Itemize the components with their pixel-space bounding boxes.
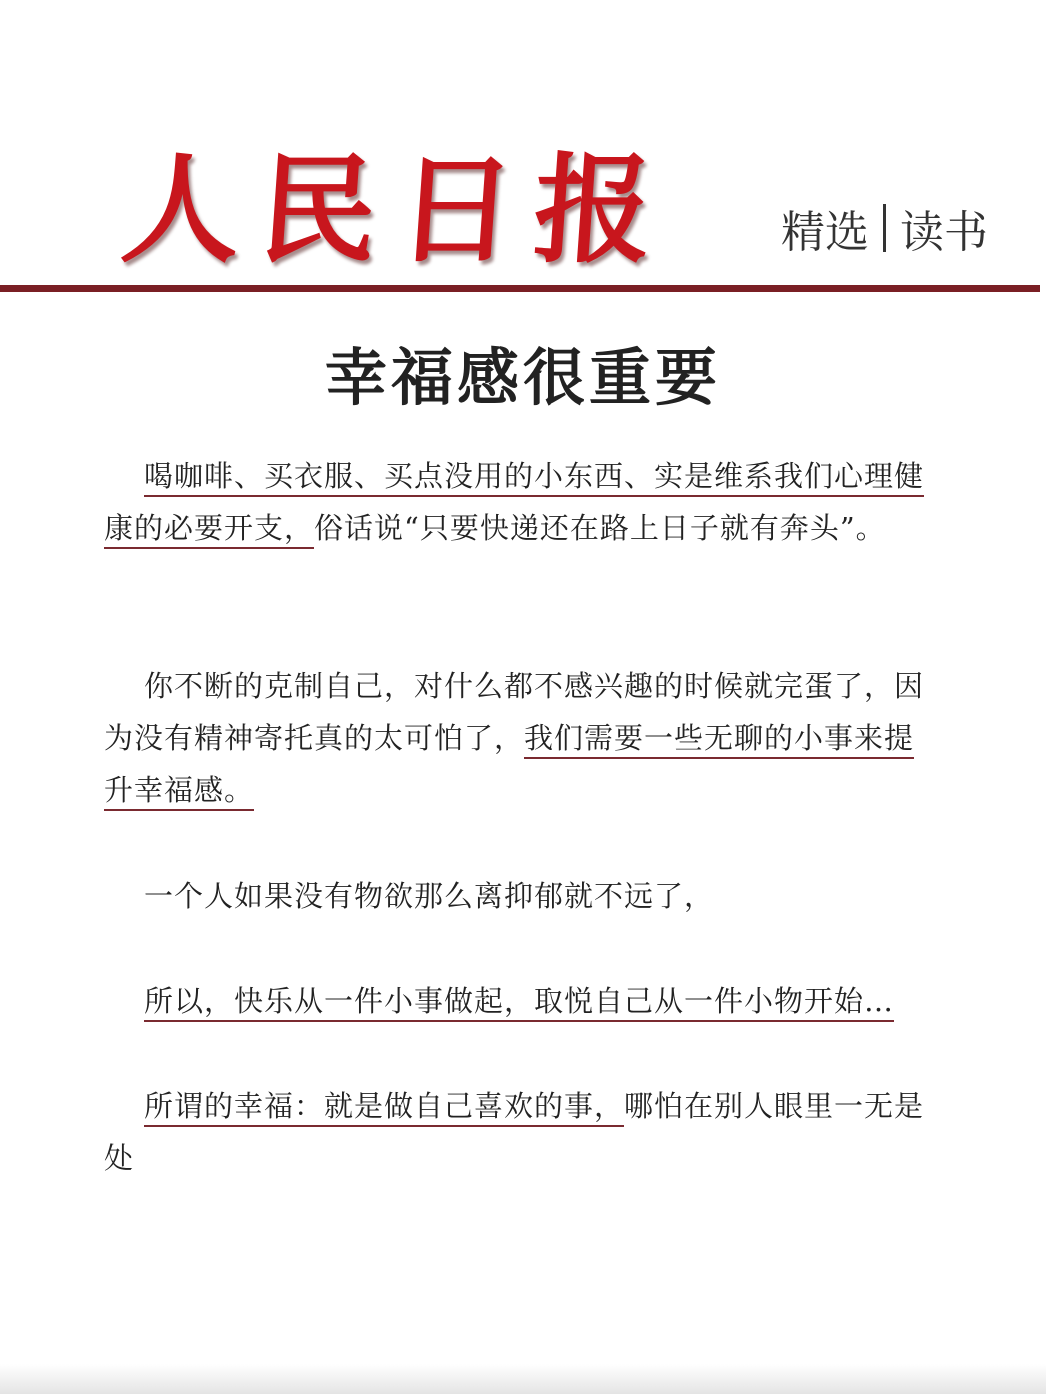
paragraph-1 xyxy=(104,450,934,554)
underlined-text: 我们需要一些无聊的小事来提升幸福感。 xyxy=(104,721,914,811)
paragraph-text: 你不断的克制自己，对什么都不感兴趣的时候就完蛋了，因为没有精神寄托真的太可怕了， xyxy=(104,669,925,755)
section-label-right: 读书 xyxy=(900,207,988,258)
section-label xyxy=(781,196,988,260)
logo-char: 人 xyxy=(117,140,246,279)
logo-char: 报 xyxy=(529,140,658,279)
section-divider xyxy=(883,204,886,252)
logo-char: 民 xyxy=(254,140,383,279)
underlined-text: 喝咖啡、买衣服、买点没用的小东西、实是维系我们心理健康的必要开支， xyxy=(104,459,924,549)
masthead-rule xyxy=(0,285,1040,292)
logo-char: 日 xyxy=(392,140,520,279)
underlined-text: 所谓的幸福：就是做自己喜欢的事， xyxy=(144,1089,624,1127)
section-label-left: 精选 xyxy=(781,207,869,258)
article-title: 幸福感很重要 xyxy=(324,341,721,414)
paragraph-text: 一个人如果没有物欲那么离抑郁就不远了， xyxy=(144,879,715,913)
paragraph-2 xyxy=(104,660,934,816)
masthead xyxy=(0,0,1046,300)
paragraph-4 xyxy=(104,975,934,1027)
paragraph-5 xyxy=(104,1080,934,1184)
paragraph-text: 俗话说“只要快递还在路上日子就有奔头”。 xyxy=(314,511,886,545)
bottom-fade xyxy=(0,1364,1046,1394)
paragraph-text: 哪怕在别人眼里一无是处 xyxy=(104,1089,925,1175)
newspaper-logo xyxy=(117,130,658,279)
underlined-text: 所以，快乐从一件小事做起，取悦自己从一件小物开始… xyxy=(144,984,894,1022)
paragraph-3 xyxy=(104,870,934,922)
